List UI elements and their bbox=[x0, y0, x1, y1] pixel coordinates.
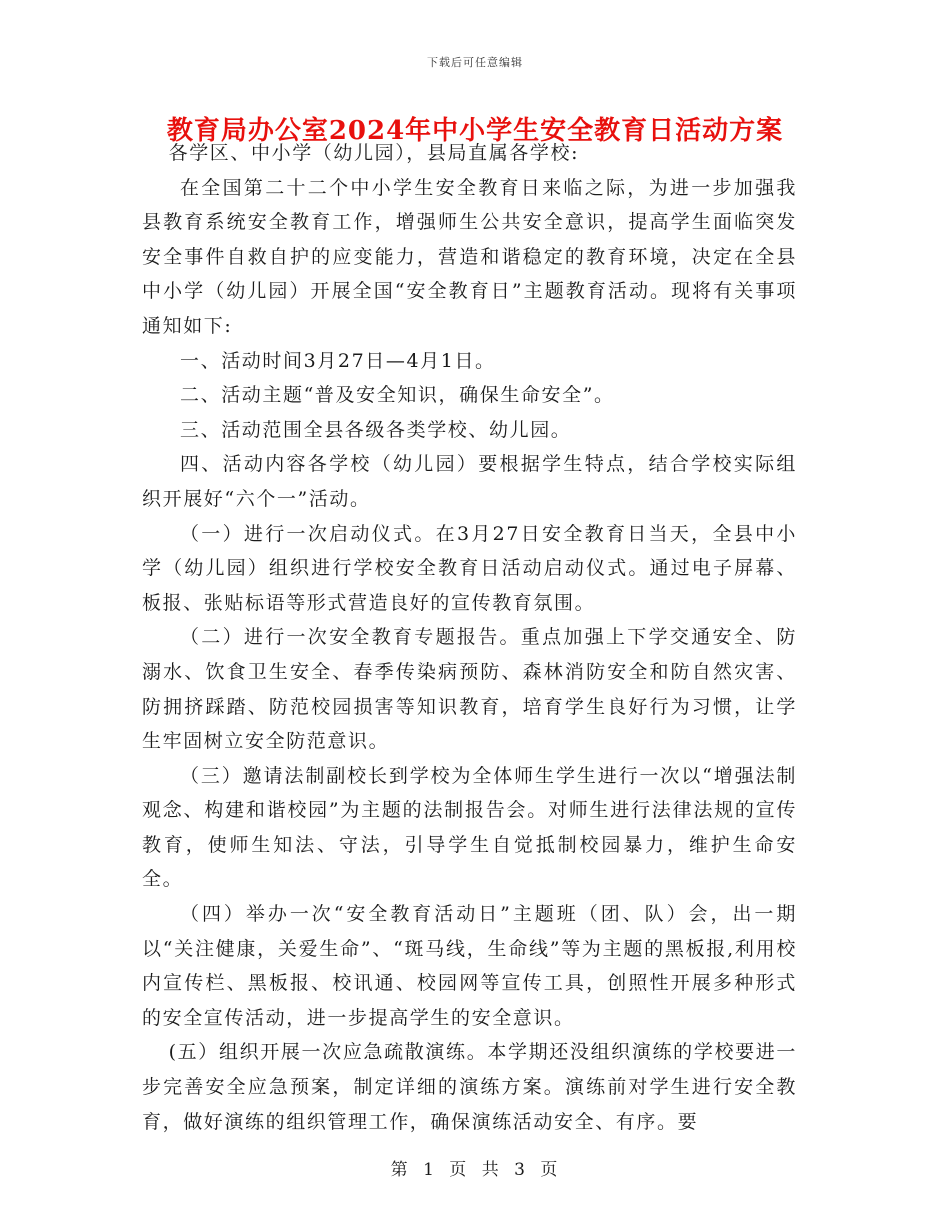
activity-theme-paragraph: 二、活动主题“普及安全知识，确保生命安全”。 bbox=[180, 384, 615, 407]
activity-content-paragraph: 四、活动内容各学校（幼儿园）要根据学生特点，结合学校实际组织开展好“六个一”活动。 bbox=[142, 453, 797, 510]
activity-time-paragraph: 一、活动时间3月27日—4月1日。 bbox=[180, 349, 496, 372]
item-2-paragraph: （二）进行一次安全教育专题报告。重点加强上下学交通安全、防溺水、饮食卫生安全、春季传染病预防、森林消防安全和防自然灾害、防拥挤踩踏、防范校园损害等知识教育，培育学生良好行为习惯，让学生牢固树立安全防范意识。 bbox=[142, 626, 797, 753]
document-title: 教育局办公室2024年中小学生安全教育日活动方案 bbox=[166, 116, 784, 146]
document-body bbox=[142, 136, 797, 1139]
salutation: 各学区、中小学（幼儿园），县局直属各学校: bbox=[168, 142, 580, 164]
page-header-note: 下载后可任意编辑 bbox=[427, 56, 523, 69]
item-5-paragraph: (五）组织开展一次应急疏散演练。本学期还没组织演练的学校要进一步完善安全应急预案，制定详细的演练方案。演练前对学生进行安全教育，做好演练的组织管理工作，确保演练活动安全、有序。要 bbox=[142, 1041, 797, 1133]
item-4-paragraph: （四）举办一次“安全教育活动日”主题班（团、队）会，出一期以“关注健康，关爱生命”、“斑马线，生命线”等为主题的黑板报,利用校内宣传栏、黑板报、校讯通、校园网等宣传工具，创照性开展多种形式的安全宣传活动，进一步提高学生的安全意识。 bbox=[142, 903, 797, 1029]
item-3-paragraph: （三）邀请法制副校长到学校为全体师生学生进行一次以“增强法制观念、构建和谐校园”为主题的法制报告会。对师生进行法律法规的宣传教育，使师生知法、守法，引导学生自觉抵制校园暴力，维护生命安全。 bbox=[142, 764, 797, 891]
page-number-footer: 第 1 页 共 3 页 bbox=[390, 1160, 560, 1180]
item-1-paragraph: （一）进行一次启动仪式。在3月27日安全教育日当天，全县中小学（幼儿园）组织进行学校安全教育日活动启动仪式。通过电子屏幕、板报、张贴标语等形式营造良好的宣传教育氛围。 bbox=[142, 522, 797, 614]
intro-paragraph: 在全国第二十二个中小学生安全教育日来临之际，为进一步加强我县教育系统安全教育工作，增强师生公共安全意识，提高学生面临突发安全事件自救自护的应变能力，营造和谐稳定的教育环境，决定在全县中小学（幼儿园）开展全国“安全教育日”主题教育活动。现将有关事项通知如下: bbox=[142, 176, 797, 337]
activity-scope-paragraph: 三、活动范围全县各级各类学校、幼儿园。 bbox=[180, 418, 572, 441]
